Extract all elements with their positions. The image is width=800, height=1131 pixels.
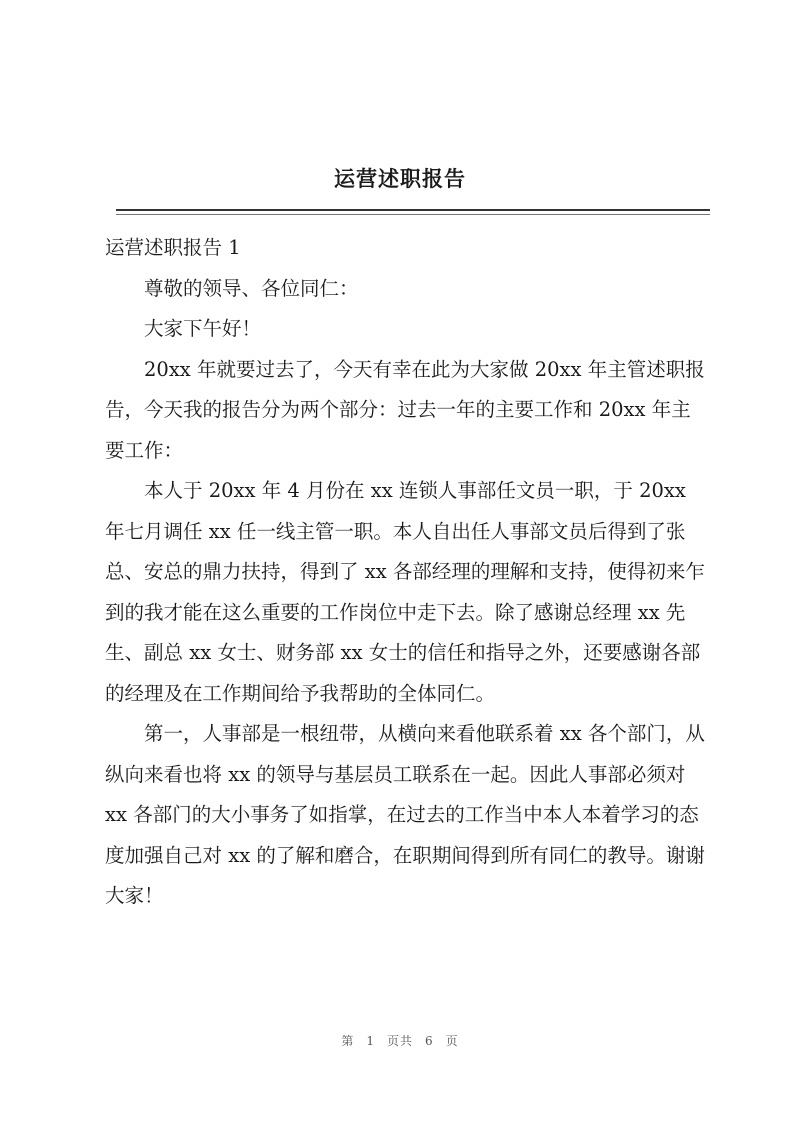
footer-total-pages: 6 [425, 1034, 434, 1048]
first-point-paragraph: 第一，人事部是一根纽带，从横向来看他联系着 xx 各个部门，从纵向来看也将 xx 的领导与基层员工联系在一起。因此人事部必须对 xx 各部门的大小事务了如指掌，在过去的工作当中本人本着学习的态度加强自己对 xx 的了解和磨合，在职期间得到所有同仁的教导。谢谢大家！ [105, 722, 705, 907]
title-divider-thin [116, 214, 710, 215]
greeting-paragraph: 大家下午好！ [144, 317, 262, 340]
salutation-paragraph: 尊敬的领导、各位同仁： [144, 276, 359, 300]
footer-current-page: 1 [366, 1034, 375, 1048]
document-body [105, 228, 705, 917]
footer-suffix: 页 [445, 1034, 459, 1048]
background-paragraph: 本人于 20xx 年 4 月份在 xx 连锁人事部任文员一职，于 20xx 年七月调任 xx 任一线主管一职。本人自出任人事部文员后得到了张总、安总的鼎力扶持，得到了 xx 各部经理的理解和支持，使得初来乍到的我才能在这么重要的工作岗位中走下去。除了感谢总经理 xx 先生、副总 xx 女士、财务部 xx 女士的信任和指导之外，还要感谢各部的经理及在工作期间给予我帮助的全体同仁。 [105, 479, 705, 705]
footer-middle: 页共 [386, 1034, 413, 1048]
title-divider [116, 209, 710, 211]
intro-paragraph: 20xx 年就要过去了，今天有幸在此为大家做 20xx 年主管述职报告，今天我的报告分为两个部分：过去一年的主要工作和 20xx 年主要工作： [105, 357, 705, 462]
section-heading: 运营述职报告 1 [105, 236, 241, 259]
page-title: 运营述职报告 [334, 166, 466, 191]
footer-prefix: 第 [341, 1034, 355, 1048]
page-footer [0, 1032, 800, 1049]
